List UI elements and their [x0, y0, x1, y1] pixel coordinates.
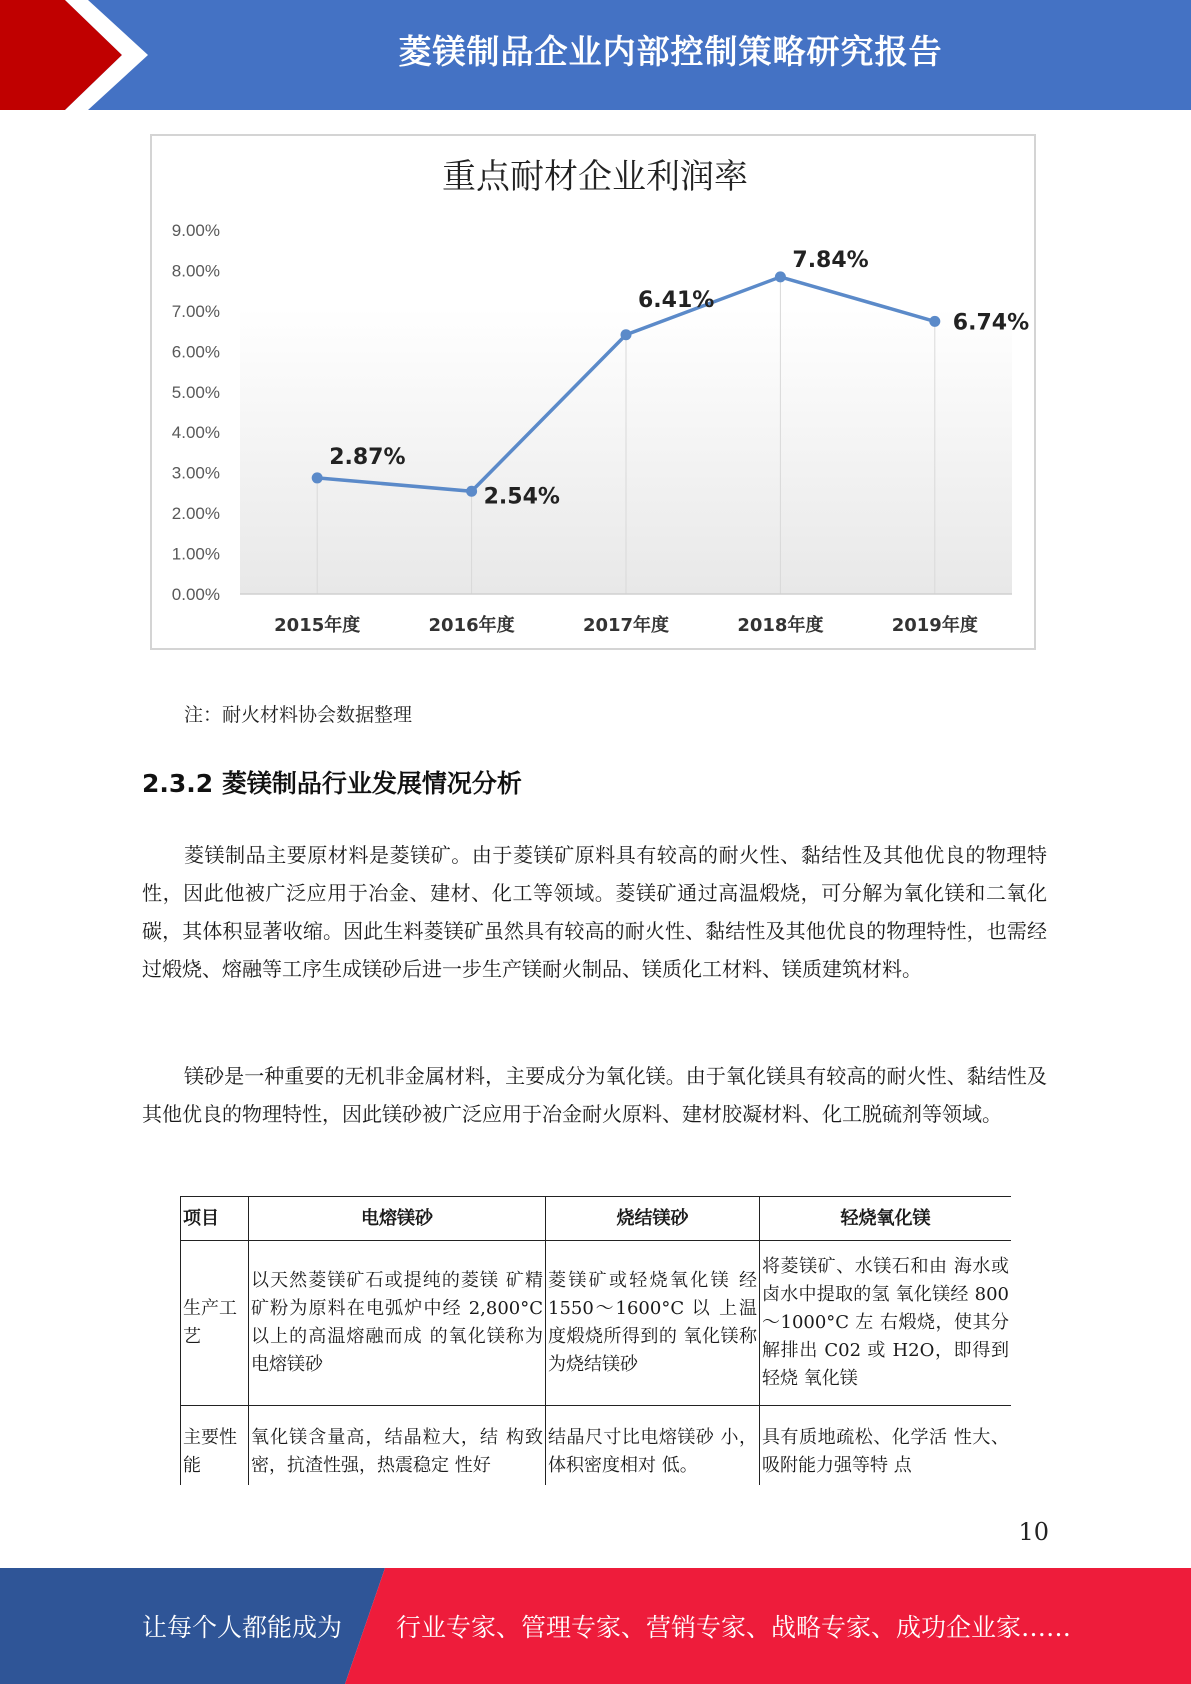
page-header	[0, 0, 1191, 110]
y-tick-label: 1.00%	[171, 544, 220, 564]
table-row	[181, 1406, 1012, 1486]
data-point	[621, 329, 632, 340]
table-cell: 将菱镁矿、水镁石和由 海水或卤水中提取的氢 氧化镁经 800～1000°C 左 右煅烧，使其分解排出 C02 或 H2O，即得到轻烧 氧化镁	[760, 1241, 1012, 1406]
data-label: 7.84%	[792, 247, 869, 273]
footer-slogan-left: 让每个人都能成为	[142, 1613, 343, 1642]
table-header-cell: 烧结镁砂	[546, 1197, 760, 1241]
table-cell: 菱镁矿或轻烧氧化镁 经 1550～1600°C 以 上温度煅烧所得到的 氧化镁称为烧结镁砂	[546, 1241, 760, 1406]
y-tick-label: 7.00%	[171, 301, 220, 321]
data-point	[312, 472, 323, 483]
table-row	[181, 1241, 1012, 1406]
page-number: 10	[1018, 1518, 1049, 1546]
table-row-label: 主要性能	[181, 1406, 249, 1486]
header-arrow-decoration	[0, 0, 170, 110]
y-tick-label: 4.00%	[171, 423, 220, 443]
page-footer	[0, 1568, 1191, 1684]
data-label: 6.41%	[638, 287, 715, 313]
y-tick-label: 9.00%	[171, 221, 220, 240]
data-point	[929, 316, 940, 327]
chart-source-note: 注：耐火材料协会数据整理	[184, 704, 413, 726]
y-tick-label: 8.00%	[171, 261, 220, 281]
body-paragraph: 菱镁制品主要原材料是菱镁矿。由于菱镁矿原料具有较高的耐火性、黏结性及其他优良的物理特性，因此他被广泛应用于冶金、建材、化工等领域。菱镁矿通过高温煅烧，可分解为氧化镁和二氧化碳，其体积显著收缩。因此生料菱镁矿虽然具有较高的耐火性、黏结性及其他优良的物理特性，也需经过煅烧、熔融等工序生成镁砂后进一步生产镁耐火制品、镁质化工材料、镁质建筑材料。	[142, 843, 1047, 981]
chart-title: 重点耐材企业利润率	[442, 157, 748, 197]
report-title: 菱镁制品企业内部控制策略研究报告	[398, 32, 943, 71]
x-tick-label: 2015年度	[274, 615, 361, 636]
data-point	[466, 486, 477, 497]
table-header-cell: 项目	[181, 1197, 249, 1241]
table-header-cell: 电熔镁砂	[249, 1197, 546, 1241]
y-tick-label: 3.00%	[171, 463, 220, 483]
y-tick-label: 6.00%	[171, 342, 220, 362]
y-tick-label: 2.00%	[171, 504, 220, 524]
x-tick-label: 2017年度	[582, 615, 670, 636]
x-tick-label: 2018年度	[737, 615, 824, 636]
x-tick-label: 2019年度	[891, 615, 978, 636]
body-paragraph: 镁砂是一种重要的无机非金属材料，主要成分为氧化镁。由于氧化镁具有较高的耐火性、黏结性及其他优良的物理特性，因此镁砂被广泛应用于冶金耐火原料、建材胶凝材料、化工脱硫剂等领域。	[142, 1064, 1047, 1126]
profit-rate-chart	[150, 134, 1036, 650]
data-label: 6.74%	[952, 310, 1030, 336]
y-tick-label: 5.00%	[171, 382, 220, 402]
table-row-label: 生产工艺	[181, 1241, 249, 1406]
data-point	[775, 271, 786, 282]
table-header-row	[181, 1197, 1012, 1241]
table-cell: 以天然菱镁矿石或提纯的菱镁 矿精矿粉为原料在电弧炉中经 2,800°C 以上的高温熔融而成 的氧化镁称为电熔镁砂	[249, 1241, 546, 1406]
footer-slogan-right: 行业专家、管理专家、营销专家、战略专家、成功企业家……	[396, 1613, 1072, 1642]
data-label: 2.87%	[329, 444, 406, 470]
chart-canvas	[152, 136, 1038, 652]
x-tick-label: 2016年度	[428, 615, 515, 636]
data-label: 2.54%	[483, 484, 560, 510]
table-header-cell: 轻烧氧化镁	[760, 1197, 1012, 1241]
table-cell: 结晶尺寸比电熔镁砂 小，体积密度相对 低。	[546, 1406, 760, 1486]
table-cell: 具有质地疏松、化学活 性大、吸附能力强等特 点	[760, 1406, 1012, 1486]
magnesia-comparison-table	[180, 1196, 1011, 1485]
section-heading: 2.3.2 菱镁制品行业发展情况分析	[142, 769, 522, 798]
y-tick-label: 0.00%	[171, 585, 220, 604]
table-cell: 氧化镁含量高，结晶粒大，结 构致密，抗渣性强，热震稳定 性好	[249, 1406, 546, 1486]
